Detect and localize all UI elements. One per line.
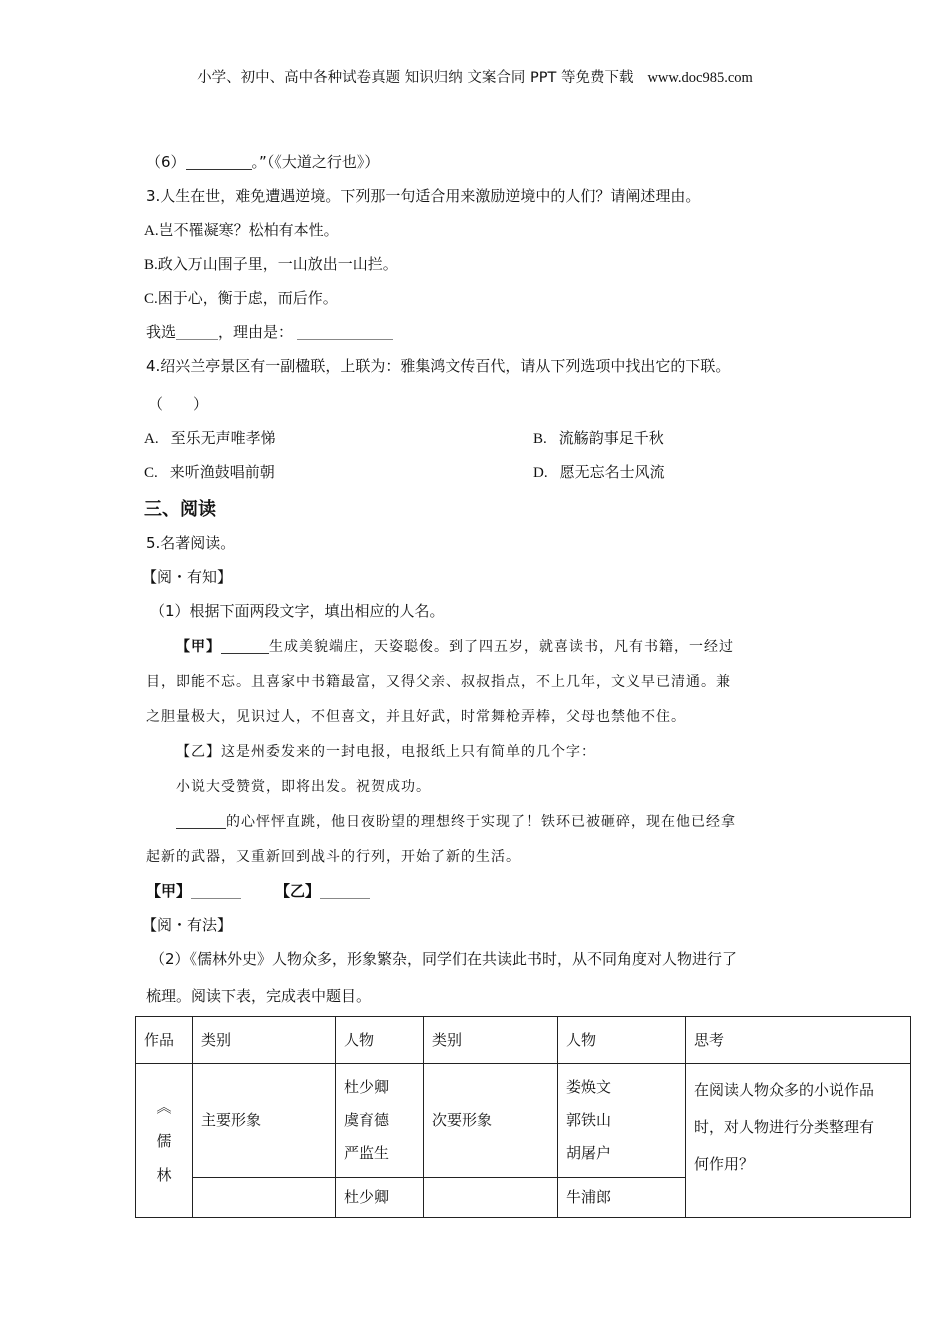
table-row <box>136 1064 911 1178</box>
passage-jia-line-2: 目，即能不忘。且喜家中书籍最富，又得父亲、叔叔指点，不上几年，文义早已清通。兼 <box>146 674 731 690</box>
page-header <box>0 66 950 87</box>
q3-answer-line: 我选 ，理由是： <box>146 321 393 342</box>
jia-name-blank[interactable] <box>221 639 269 654</box>
people-cell: 娄焕文 郭铁山 胡屠户 <box>558 1064 686 1178</box>
q4-option-d: D. 愿无忘名士风流 <box>533 463 665 481</box>
header-text: 小学、初中、高中各种试卷真题 知识归纳 文案合同 PPT 等免费下载 <box>197 70 634 86</box>
character-table <box>135 1016 911 1218</box>
question-3-stem: 3.人生在世，难免遭遇逆境。下列那一句适合用来激励逆境中的人们？请阐述理由。 <box>146 187 701 205</box>
header-cell: 类别 <box>193 1017 336 1064</box>
sub-question-2-line-1: （2）《儒林外史》人物众多，形象繁杂，同学们在共读此书时，从不同角度对人物进行了 <box>150 950 738 968</box>
category-cell: 次要形象 <box>424 1064 558 1178</box>
tag-reading-method: 【阅・有法】 <box>142 916 233 934</box>
q3-option-b: B.政入万山围子里，一山放出一山拦。 <box>144 255 398 273</box>
question-4-stem: 4.绍兴兰亭景区有一副楹联，上联为：雅集鸿文传百代，请从下列选项中找出它的下联。 <box>146 357 731 375</box>
tag-reading-knowledge: 【阅・有知】 <box>142 568 233 586</box>
header-cell: 人物 <box>558 1017 686 1064</box>
header-cell: 人物 <box>336 1017 424 1064</box>
q3-option-a: A.岂不罹凝寒？松柏有本性。 <box>144 221 339 239</box>
q4-option-b: B. 流觞韵事足千秋 <box>533 429 664 447</box>
think-cell: 在阅读人物众多的小说作品 时，对人物进行分类整理有 何作用？ <box>686 1064 911 1218</box>
sub-question-1: （1）根据下面两段文字，填出相应的人名。 <box>150 602 445 620</box>
passage-jia-line-3: 之胆量极大，见识过人，不但喜文，并且好武，时常舞枪弄棒，父母也禁他不住。 <box>146 709 686 725</box>
answer-line: 【甲】 【乙】 <box>146 880 370 901</box>
header-cell: 类别 <box>424 1017 558 1064</box>
q3-option-c: C.困于心，衡于虑，而后作。 <box>144 289 338 307</box>
category-blank-cell[interactable] <box>193 1178 336 1218</box>
section-title: 三、阅读 <box>144 499 216 520</box>
q4-option-a: A. 至乐无声唯孝悌 <box>144 429 276 447</box>
category-cell: 主要形象 <box>193 1064 336 1178</box>
blank-6[interactable] <box>186 154 252 170</box>
q4-option-c: C. 来听渔鼓唱前朝 <box>144 463 275 481</box>
q3-choice-blank[interactable] <box>176 324 218 340</box>
question-5-stem: 5.名著阅读。 <box>146 534 236 552</box>
q3-reason-blank[interactable] <box>297 324 393 340</box>
passage-yi-line-4: 起新的武器，又重新回到战斗的行列，开始了新的生活。 <box>146 849 521 865</box>
yi-name-blank[interactable] <box>176 814 226 829</box>
question-6-line: （6） 。”（《大道之行也》） <box>146 153 380 171</box>
answer-jia-blank[interactable] <box>191 883 241 899</box>
passage-yi-line-1: 【乙】这是州委发来的一封电报，电报纸上只有简单的几个字： <box>176 744 596 760</box>
header-url[interactable]: www.doc985.com <box>647 70 753 86</box>
passage-jia-line-1: 【甲】 生成美貌端庄，天姿聪俊。到了四五岁，就喜读书，凡有书籍，一经过 <box>176 639 734 655</box>
sub-question-2-line-2: 梳理。阅读下表，完成表中题目。 <box>146 987 372 1005</box>
people-cell: 杜少卿 虞育德 严监生 <box>336 1064 424 1178</box>
answer-yi-blank[interactable] <box>320 883 370 899</box>
passage-yi-line-3: 的心怦怦直跳，他日夜盼望的理想终于实现了！铁环已被砸碎，现在他已经拿 <box>176 811 736 831</box>
header-cell: 作品 <box>136 1017 193 1064</box>
header-cell: 思考 <box>686 1017 911 1064</box>
category-blank-cell[interactable] <box>424 1178 558 1218</box>
q4-answer-paren[interactable]: （ ） <box>148 395 209 413</box>
table-header-row <box>136 1017 911 1064</box>
passage-yi-line-2: 小说大受赞赏，即将出发。祝贺成功。 <box>176 779 431 795</box>
people-cell: 牛浦郎 <box>558 1178 686 1218</box>
people-cell: 杜少卿 <box>336 1178 424 1218</box>
work-title-cell: ︽ 儒 林 <box>136 1064 193 1218</box>
